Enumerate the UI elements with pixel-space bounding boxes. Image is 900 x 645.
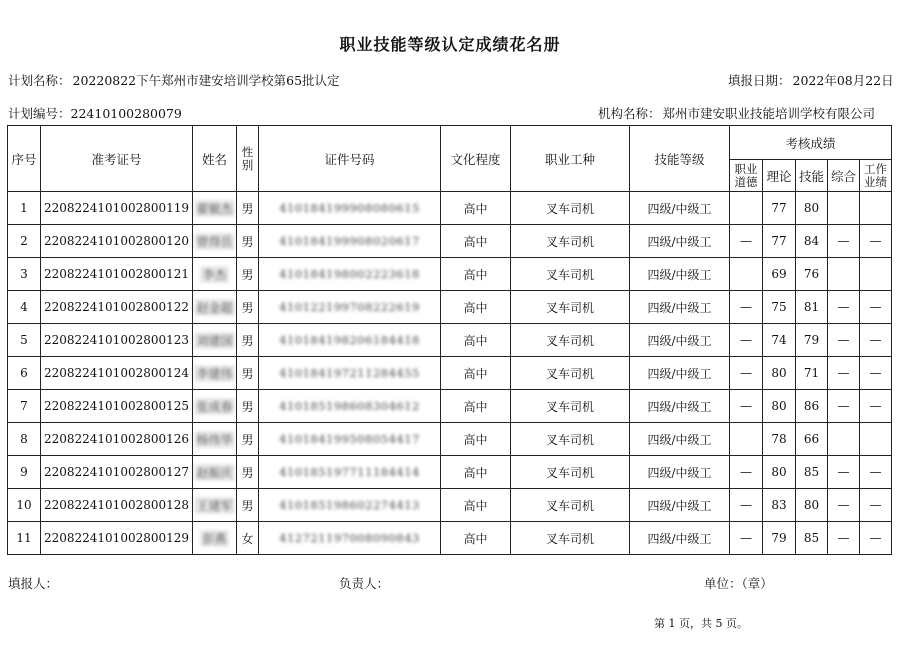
cell-seq: 2 — [8, 225, 41, 258]
cell-skill: 86 — [796, 390, 828, 423]
page-title: 职业技能等级认定成绩花名册 — [339, 35, 561, 54]
cell-ethics — [730, 258, 763, 291]
cell-id-no-text: 410185198602274413 — [279, 498, 420, 512]
cell-theory: 78 — [763, 423, 796, 456]
cell-skill: 79 — [796, 324, 828, 357]
cell-name — [193, 423, 237, 456]
cell-theory: 80 — [763, 390, 796, 423]
cell-work: — — [860, 291, 892, 324]
cell-level: 四级/中级工 — [630, 390, 730, 423]
col-skill: 技能 — [796, 160, 828, 192]
cell-ticket: 2208224101002800124 — [41, 357, 193, 390]
cell-ticket: 2208224101002800125 — [41, 390, 193, 423]
cell-overall: — — [828, 291, 860, 324]
cell-ethics: — — [730, 324, 763, 357]
cell-id-no-text: 410184198206184418 — [279, 333, 420, 347]
cell-education: 高中 — [441, 192, 511, 225]
cell-name — [193, 357, 237, 390]
cell-name — [193, 258, 237, 291]
cell-name — [193, 390, 237, 423]
cell-overall: — — [828, 522, 860, 555]
cell-seq: 9 — [8, 456, 41, 489]
cell-education: 高中 — [441, 258, 511, 291]
cell-name-text: 翟敏杰 — [196, 201, 233, 216]
cell-overall: — — [828, 456, 860, 489]
cell-name-text: 赵振庆 — [196, 465, 233, 480]
cell-skill: 76 — [796, 258, 828, 291]
cell-overall: — — [828, 225, 860, 258]
cell-overall: — — [828, 390, 860, 423]
cell-education: 高中 — [441, 489, 511, 522]
cell-id-no-text: 410184199508054417 — [279, 432, 420, 446]
col-overall: 综合 — [828, 160, 860, 192]
cell-theory: 80 — [763, 357, 796, 390]
cell-name-text: 赵金超 — [196, 300, 233, 315]
cell-work: — — [860, 522, 892, 555]
cell-education: 高中 — [441, 291, 511, 324]
cell-theory: 79 — [763, 522, 796, 555]
table-row — [8, 456, 892, 489]
cell-id-no — [259, 192, 441, 225]
cell-seq: 5 — [8, 324, 41, 357]
cell-work — [860, 192, 892, 225]
cell-seq: 10 — [8, 489, 41, 522]
cell-name — [193, 522, 237, 555]
col-ethics: 职业道德 — [730, 160, 763, 192]
cell-ethics: — — [730, 357, 763, 390]
cell-work: — — [860, 225, 892, 258]
table-row — [8, 192, 892, 225]
cell-theory: 77 — [763, 225, 796, 258]
cell-id-no-text: 410185197711184414 — [279, 465, 420, 479]
table-row — [8, 357, 892, 390]
plan-name-value: 20220822下午郑州市建安培训学校第65批认定 — [72, 73, 340, 88]
cell-id-no-text: 412721197008090843 — [279, 531, 420, 545]
cell-gender: 男 — [237, 423, 259, 456]
score-table — [7, 125, 892, 555]
cell-overall — [828, 423, 860, 456]
cell-ethics: — — [730, 489, 763, 522]
cell-ticket: 2208224101002800123 — [41, 324, 193, 357]
cell-id-no-text: 410184199908080615 — [279, 201, 420, 215]
cell-id-no — [259, 324, 441, 357]
plan-name-label: 计划名称： — [8, 73, 71, 88]
cell-seq: 3 — [8, 258, 41, 291]
cell-occupation: 叉车司机 — [511, 489, 630, 522]
cell-id-no — [259, 456, 441, 489]
cell-id-no — [259, 258, 441, 291]
cell-skill: 85 — [796, 522, 828, 555]
cell-level: 四级/中级工 — [630, 522, 730, 555]
cell-work: — — [860, 456, 892, 489]
cell-ticket: 2208224101002800129 — [41, 522, 193, 555]
footer-unit: 单位：（章） — [704, 576, 773, 591]
cell-theory: 80 — [763, 456, 796, 489]
cell-gender: 男 — [237, 225, 259, 258]
cell-id-no — [259, 522, 441, 555]
cell-work: — — [860, 357, 892, 390]
cell-gender: 男 — [237, 357, 259, 390]
cell-occupation: 叉车司机 — [511, 357, 630, 390]
cell-gender: 男 — [237, 192, 259, 225]
cell-ticket: 2208224101002800127 — [41, 456, 193, 489]
plan-number-label: 计划编号： — [8, 106, 71, 121]
report-date-value: 2022年08月22日 — [792, 73, 894, 88]
cell-gender: 男 — [237, 258, 259, 291]
report-date-label: 填报日期： — [728, 73, 791, 88]
cell-id-no — [259, 291, 441, 324]
cell-level: 四级/中级工 — [630, 291, 730, 324]
plan-number — [8, 104, 182, 122]
cell-overall — [828, 258, 860, 291]
cell-ethics — [730, 192, 763, 225]
cell-occupation: 叉车司机 — [511, 390, 630, 423]
col-theory: 理论 — [763, 160, 796, 192]
cell-id-no-text: 410184197211284455 — [279, 366, 420, 380]
cell-seq: 11 — [8, 522, 41, 555]
table-body — [8, 192, 892, 555]
col-name: 姓名 — [193, 126, 237, 192]
cell-name — [193, 225, 237, 258]
cell-overall: — — [828, 324, 860, 357]
cell-name — [193, 192, 237, 225]
cell-level: 四级/中级工 — [630, 456, 730, 489]
cell-occupation: 叉车司机 — [511, 423, 630, 456]
cell-seq: 8 — [8, 423, 41, 456]
cell-id-no — [259, 390, 441, 423]
cell-education: 高中 — [441, 225, 511, 258]
cell-level: 四级/中级工 — [630, 489, 730, 522]
cell-skill: 66 — [796, 423, 828, 456]
cell-name-text: 曾得岳 — [196, 234, 233, 249]
col-ticket: 准考证号 — [41, 126, 193, 192]
cell-education: 高中 — [441, 324, 511, 357]
cell-gender: 男 — [237, 390, 259, 423]
cell-gender: 男 — [237, 324, 259, 357]
cell-ethics: — — [730, 291, 763, 324]
page-indicator: 第 1 页，共 5 页。 — [654, 617, 748, 630]
col-scores: 考核成绩 — [730, 126, 892, 160]
cell-name — [193, 489, 237, 522]
cell-skill: 81 — [796, 291, 828, 324]
table-row — [8, 324, 892, 357]
cell-ethics: — — [730, 390, 763, 423]
cell-theory: 69 — [763, 258, 796, 291]
table-row — [8, 258, 892, 291]
table-row — [8, 225, 892, 258]
cell-ticket: 2208224101002800126 — [41, 423, 193, 456]
cell-occupation: 叉车司机 — [511, 192, 630, 225]
cell-overall: — — [828, 489, 860, 522]
cell-occupation: 叉车司机 — [511, 258, 630, 291]
cell-theory: 83 — [763, 489, 796, 522]
col-occupation: 职业工种 — [511, 126, 630, 192]
table-row — [8, 522, 892, 555]
cell-name — [193, 291, 237, 324]
col-id-no: 证件号码 — [259, 126, 441, 192]
table-row — [8, 489, 892, 522]
cell-id-no-text: 410184199908020617 — [279, 234, 420, 248]
col-seq: 序号 — [8, 126, 41, 192]
cell-seq: 6 — [8, 357, 41, 390]
footer-responsible: 负责人： — [339, 576, 390, 591]
cell-skill: 71 — [796, 357, 828, 390]
cell-ethics: — — [730, 522, 763, 555]
cell-seq: 7 — [8, 390, 41, 423]
cell-education: 高中 — [441, 522, 511, 555]
cell-overall — [828, 192, 860, 225]
cell-skill: 85 — [796, 456, 828, 489]
cell-occupation: 叉车司机 — [511, 522, 630, 555]
cell-overall: — — [828, 357, 860, 390]
cell-gender: 男 — [237, 456, 259, 489]
cell-occupation: 叉车司机 — [511, 456, 630, 489]
cell-occupation: 叉车司机 — [511, 324, 630, 357]
cell-level: 四级/中级工 — [630, 192, 730, 225]
col-level: 技能等级 — [630, 126, 730, 192]
cell-theory: 74 — [763, 324, 796, 357]
cell-name-text: 刘建国 — [196, 333, 233, 348]
organization-label: 机构名称： — [598, 106, 661, 121]
cell-level: 四级/中级工 — [630, 225, 730, 258]
cell-theory: 75 — [763, 291, 796, 324]
cell-skill: 84 — [796, 225, 828, 258]
cell-seq: 1 — [8, 192, 41, 225]
cell-name-text: 张成春 — [196, 399, 233, 414]
cell-ethics — [730, 423, 763, 456]
cell-gender: 女 — [237, 522, 259, 555]
cell-ethics: — — [730, 225, 763, 258]
cell-education: 高中 — [441, 456, 511, 489]
table-row — [8, 423, 892, 456]
cell-level: 四级/中级工 — [630, 324, 730, 357]
cell-id-no-text: 410122199708222619 — [279, 300, 420, 314]
report-date — [728, 71, 894, 89]
cell-occupation: 叉车司机 — [511, 291, 630, 324]
table-row — [8, 291, 892, 324]
cell-level: 四级/中级工 — [630, 357, 730, 390]
col-work: 工作业绩 — [860, 160, 892, 192]
cell-id-no — [259, 423, 441, 456]
cell-education: 高中 — [441, 390, 511, 423]
cell-name-text: 王建军 — [196, 498, 233, 513]
table-row — [8, 390, 892, 423]
cell-level: 四级/中级工 — [630, 258, 730, 291]
cell-id-no — [259, 489, 441, 522]
cell-id-no-text: 410184198002223618 — [279, 267, 420, 281]
cell-work: — — [860, 489, 892, 522]
cell-ethics: — — [730, 456, 763, 489]
cell-name-text: 李建伟 — [196, 366, 233, 381]
cell-name-text: 李杰 — [202, 267, 227, 282]
cell-skill: 80 — [796, 489, 828, 522]
plan-number-value: 22410100280079 — [70, 106, 182, 121]
cell-theory: 77 — [763, 192, 796, 225]
cell-name-text: 杨伟华 — [196, 432, 233, 447]
cell-ticket: 2208224101002800120 — [41, 225, 193, 258]
cell-id-no-text: 410185198608304612 — [279, 399, 420, 413]
footer-reporter: 填报人： — [8, 576, 59, 591]
cell-skill: 80 — [796, 192, 828, 225]
cell-ticket: 2208224101002800122 — [41, 291, 193, 324]
cell-work — [860, 423, 892, 456]
cell-work — [860, 258, 892, 291]
organization — [598, 104, 875, 122]
cell-education: 高中 — [441, 423, 511, 456]
col-education: 文化程度 — [441, 126, 511, 192]
cell-ticket: 2208224101002800128 — [41, 489, 193, 522]
cell-education: 高中 — [441, 357, 511, 390]
cell-gender: 男 — [237, 291, 259, 324]
cell-id-no — [259, 357, 441, 390]
cell-ticket: 2208224101002800119 — [41, 192, 193, 225]
organization-value: 郑州市建安职业技能培训学校有限公司 — [662, 106, 876, 121]
cell-work: — — [860, 390, 892, 423]
cell-name — [193, 324, 237, 357]
cell-level: 四级/中级工 — [630, 423, 730, 456]
col-gender: 性别 — [237, 126, 259, 192]
cell-id-no — [259, 225, 441, 258]
cell-name-text: 彭燕 — [202, 531, 227, 546]
plan-name — [8, 71, 340, 89]
cell-ticket: 2208224101002800121 — [41, 258, 193, 291]
cell-work: — — [860, 324, 892, 357]
cell-name — [193, 456, 237, 489]
cell-seq: 4 — [8, 291, 41, 324]
cell-occupation: 叉车司机 — [511, 225, 630, 258]
cell-gender: 男 — [237, 489, 259, 522]
